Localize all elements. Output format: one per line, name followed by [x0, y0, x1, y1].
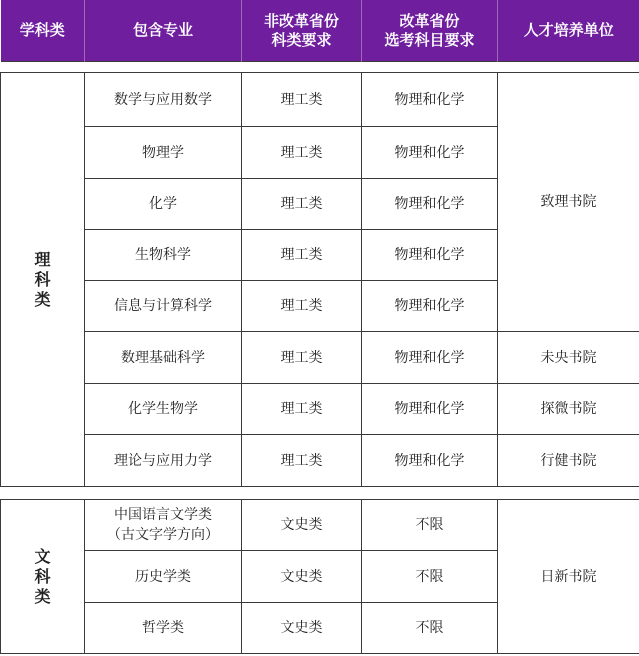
subjects-cell: 物理和化学 — [362, 384, 498, 435]
requirement-cell: 理工类 — [242, 179, 362, 230]
header-row — [1, 0, 639, 62]
header-non-reform-line2: 科类要求 — [271, 30, 332, 49]
unit-cell-xingjian: 行健书院 — [498, 435, 639, 487]
arts-category-cell — [1, 500, 85, 654]
requirement-cell: 理工类 — [242, 435, 362, 487]
header-reform-line2: 选考科目要求 — [384, 30, 475, 49]
spacer-row — [1, 62, 639, 73]
arts-category-label: 文科类 — [34, 546, 51, 606]
unit-cell-tanwei: 探微书院 — [498, 384, 639, 435]
subjects-cell: 物理和化学 — [362, 281, 498, 332]
subjects-cell: 不限 — [362, 500, 498, 551]
header-majors: 包含专业 — [85, 0, 242, 62]
unit-cell-zhili: 致理书院 — [498, 73, 639, 332]
major-cell: 化学生物学 — [85, 384, 242, 435]
requirement-cell: 文史类 — [242, 603, 362, 654]
header-non-reform-line1: 非改革省份 — [263, 11, 339, 30]
table-row — [1, 73, 639, 127]
table-row — [1, 384, 639, 435]
table-row — [1, 435, 639, 487]
science-category-cell — [1, 73, 85, 487]
major-cell: 信息与计算科学 — [85, 281, 242, 332]
requirement-cell: 理工类 — [242, 73, 362, 127]
table-row — [1, 332, 639, 384]
major-cell — [85, 500, 242, 551]
table-row — [1, 500, 639, 551]
subjects-cell: 物理和化学 — [362, 332, 498, 384]
spacer-row — [1, 487, 639, 500]
header-reform-requirement — [362, 0, 498, 62]
major-line2: （古文字学方向） — [107, 527, 219, 543]
subjects-cell: 物理和化学 — [362, 127, 498, 179]
major-cell: 化学 — [85, 179, 242, 230]
requirement-cell: 理工类 — [242, 127, 362, 179]
science-category-label: 理科类 — [34, 249, 51, 309]
requirement-cell: 文史类 — [242, 551, 362, 603]
subjects-cell: 不限 — [362, 551, 498, 603]
subjects-cell: 物理和化学 — [362, 230, 498, 281]
subjects-cell: 物理和化学 — [362, 435, 498, 487]
major-cell: 物理学 — [85, 127, 242, 179]
header-discipline-category: 学科类 — [1, 0, 85, 62]
major-cell: 历史学类 — [85, 551, 242, 603]
major-cell: 生物科学 — [85, 230, 242, 281]
subjects-cell: 物理和化学 — [362, 73, 498, 127]
requirement-cell: 文史类 — [242, 500, 362, 551]
subjects-cell: 不限 — [362, 603, 498, 654]
requirement-cell: 理工类 — [242, 384, 362, 435]
major-cell: 数学与应用数学 — [85, 73, 242, 127]
major-cell: 理论与应用力学 — [85, 435, 242, 487]
header-reform-line1: 改革省份 — [399, 11, 460, 30]
header-training-unit: 人才培养单位 — [498, 0, 639, 62]
header-non-reform-requirement — [242, 0, 362, 62]
major-cell: 数理基础科学 — [85, 332, 242, 384]
requirement-cell: 理工类 — [242, 281, 362, 332]
unit-cell-rixin: 日新书院 — [498, 500, 639, 654]
requirement-cell: 理工类 — [242, 230, 362, 281]
subjects-cell: 物理和化学 — [362, 179, 498, 230]
requirement-cell: 理工类 — [242, 332, 362, 384]
major-line1: 中国语言文学类 — [114, 507, 212, 523]
unit-cell-weiyang: 未央书院 — [498, 332, 639, 384]
major-cell: 哲学类 — [85, 603, 242, 654]
